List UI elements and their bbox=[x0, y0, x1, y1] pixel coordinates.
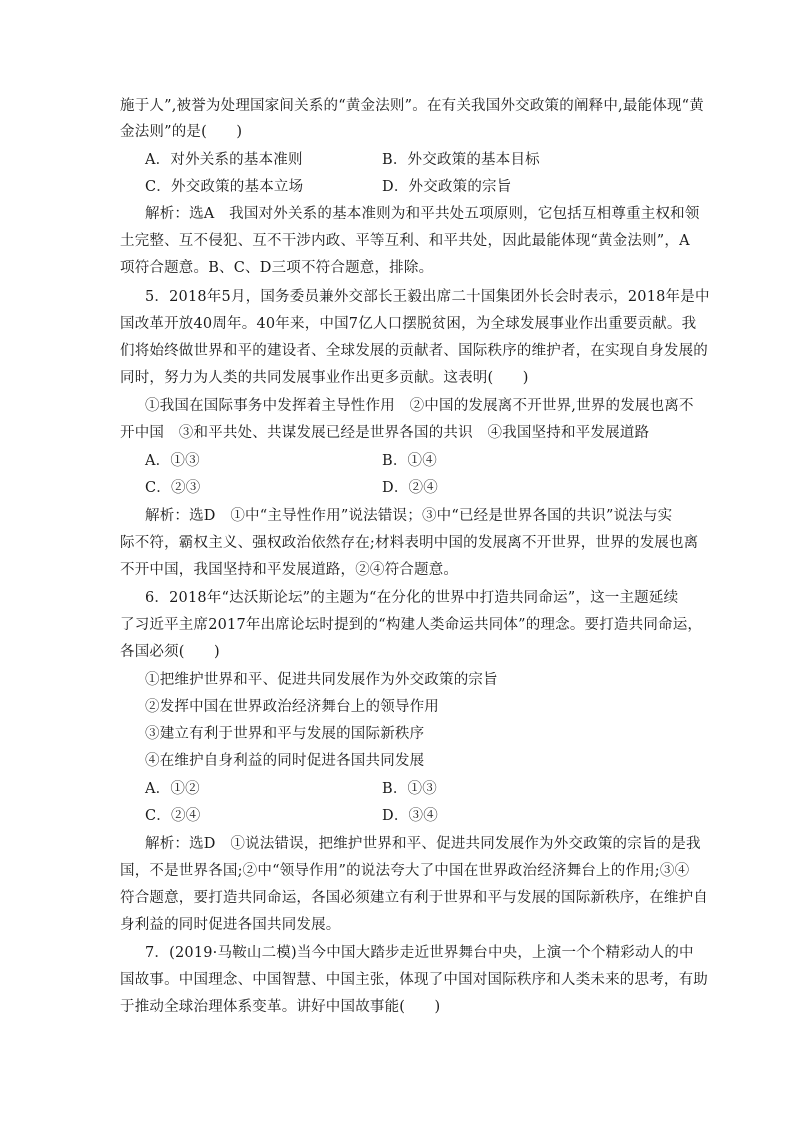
option-d: D．③④ bbox=[382, 808, 438, 824]
analysis-line: 符合题意，要打造共同命运，各国必须建立有利于世界和平与发展的国际新秩序，在维护自 bbox=[120, 890, 708, 906]
statement-line: ①把维护世界和平、促进共同发展作为外交政策的宗旨 bbox=[145, 672, 498, 688]
option-c: C．②④ bbox=[145, 808, 201, 824]
option-c: C．外交政策的基本立场 bbox=[145, 179, 304, 195]
option-b: B．外交政策的基本目标 bbox=[382, 152, 540, 168]
statement-line: ③建立有利于世界和平与发展的国际新秩序 bbox=[145, 726, 425, 742]
option-a: A．对外关系的基本准则 bbox=[145, 152, 303, 168]
option-a: A．①② bbox=[145, 781, 200, 797]
option-b: B．①④ bbox=[382, 453, 437, 469]
question-5: 5．2018年5月，国务委员兼外交部长王毅出席二十国集团外长会时表示，2018年是中 bbox=[145, 289, 710, 305]
analysis-line: 土完整、互不侵犯、互不干涉内政、平等互利、和平共处，因此最能体现“黄金法则”，A bbox=[120, 233, 690, 249]
question-7: 7．(2019·马鞍山二模)当今中国大踏步走近世界舞台中央，上演一个个精彩动人的中 bbox=[145, 945, 694, 961]
option-d: D．外交政策的宗旨 bbox=[382, 179, 512, 195]
analysis-line: 解析：选A 我国对外关系的基本准则为和平共处五项原则，它包括互相尊重主权和领 bbox=[145, 206, 700, 222]
statement-line: ①我国在国际事务中发挥着主导性作用 ②中国的发展离不开世界,世界的发展也离不 bbox=[145, 398, 694, 414]
option-c: C．②③ bbox=[145, 480, 201, 496]
text-line: 金法则”的是( ) bbox=[120, 124, 243, 140]
statement-line: 开中国 ③和平共处、共谋发展已经是世界各国的共识 ④我国坚持和平发展道路 bbox=[120, 425, 650, 441]
analysis-line: 国，不是世界各国;②中“领导作用”的说法夸大了中国在世界政治经济舞台上的作用;③④ bbox=[120, 863, 690, 879]
question-line: 们将始终做世界和平的建设者、全球发展的贡献者、国际秩序的维护者，在实现自身发展的 bbox=[120, 343, 708, 359]
analysis-line: 项符合题意。B、C、D三项不符合题意，排除。 bbox=[120, 260, 434, 276]
text-line: 施于人”,被誉为处理国家间关系的“黄金法则”。在有关我国外交政策的阐释中,最能体现“黄 bbox=[120, 98, 704, 114]
statement-line: ④在维护自身利益的同时促进各国共同发展 bbox=[145, 753, 425, 769]
analysis-line: 解析：选D ①中“主导性作用”说法错误；③中“已经是世界各国的共识”说法与实 bbox=[145, 508, 673, 524]
question-line: 各国必须( ) bbox=[120, 644, 220, 660]
option-a: A．①③ bbox=[145, 453, 200, 469]
question-line: 国改革开放40周年。40年来，中国7亿人口摆脱贫困，为全球发展事业作出重要贡献。我 bbox=[120, 316, 697, 332]
option-b: B．①③ bbox=[382, 781, 437, 797]
question-line: 同时，努力为人类的共同发展事业作出更多贡献。这表明( ) bbox=[120, 370, 529, 386]
statement-line: ②发挥中国在世界政治经济舞台上的领导作用 bbox=[145, 699, 439, 715]
option-d: D．②④ bbox=[382, 480, 438, 496]
question-6: 6．2018年“达沃斯论坛”的主题为“在分化的世界中打造共同命运”，这一主题延续 bbox=[145, 590, 679, 606]
analysis-line: 际不符，霸权主义、强权政治依然存在;材料表明中国的发展离不开世界，世界的发展也离 bbox=[120, 535, 699, 551]
analysis-line: 解析：选D ①说法错误，把维护世界和平、促进共同发展作为外交政策的宗旨的是我 bbox=[145, 836, 701, 852]
question-line: 国故事。中国理念、中国智慧、中国主张，体现了中国对国际秩序和人类未来的思考，有助 bbox=[120, 972, 708, 988]
question-line: 了习近平主席2017年出席论坛时提到的“构建人类命运共同体”的理念。要打造共同命运， bbox=[120, 617, 703, 633]
question-line: 于推动全球治理体系变革。讲好中国故事能( ) bbox=[120, 999, 441, 1015]
analysis-line: 身利益的同时促进各国共同发展。 bbox=[120, 917, 341, 933]
analysis-line: 不开中国，我国坚持和平发展道路，②④符合题意。 bbox=[120, 562, 459, 578]
